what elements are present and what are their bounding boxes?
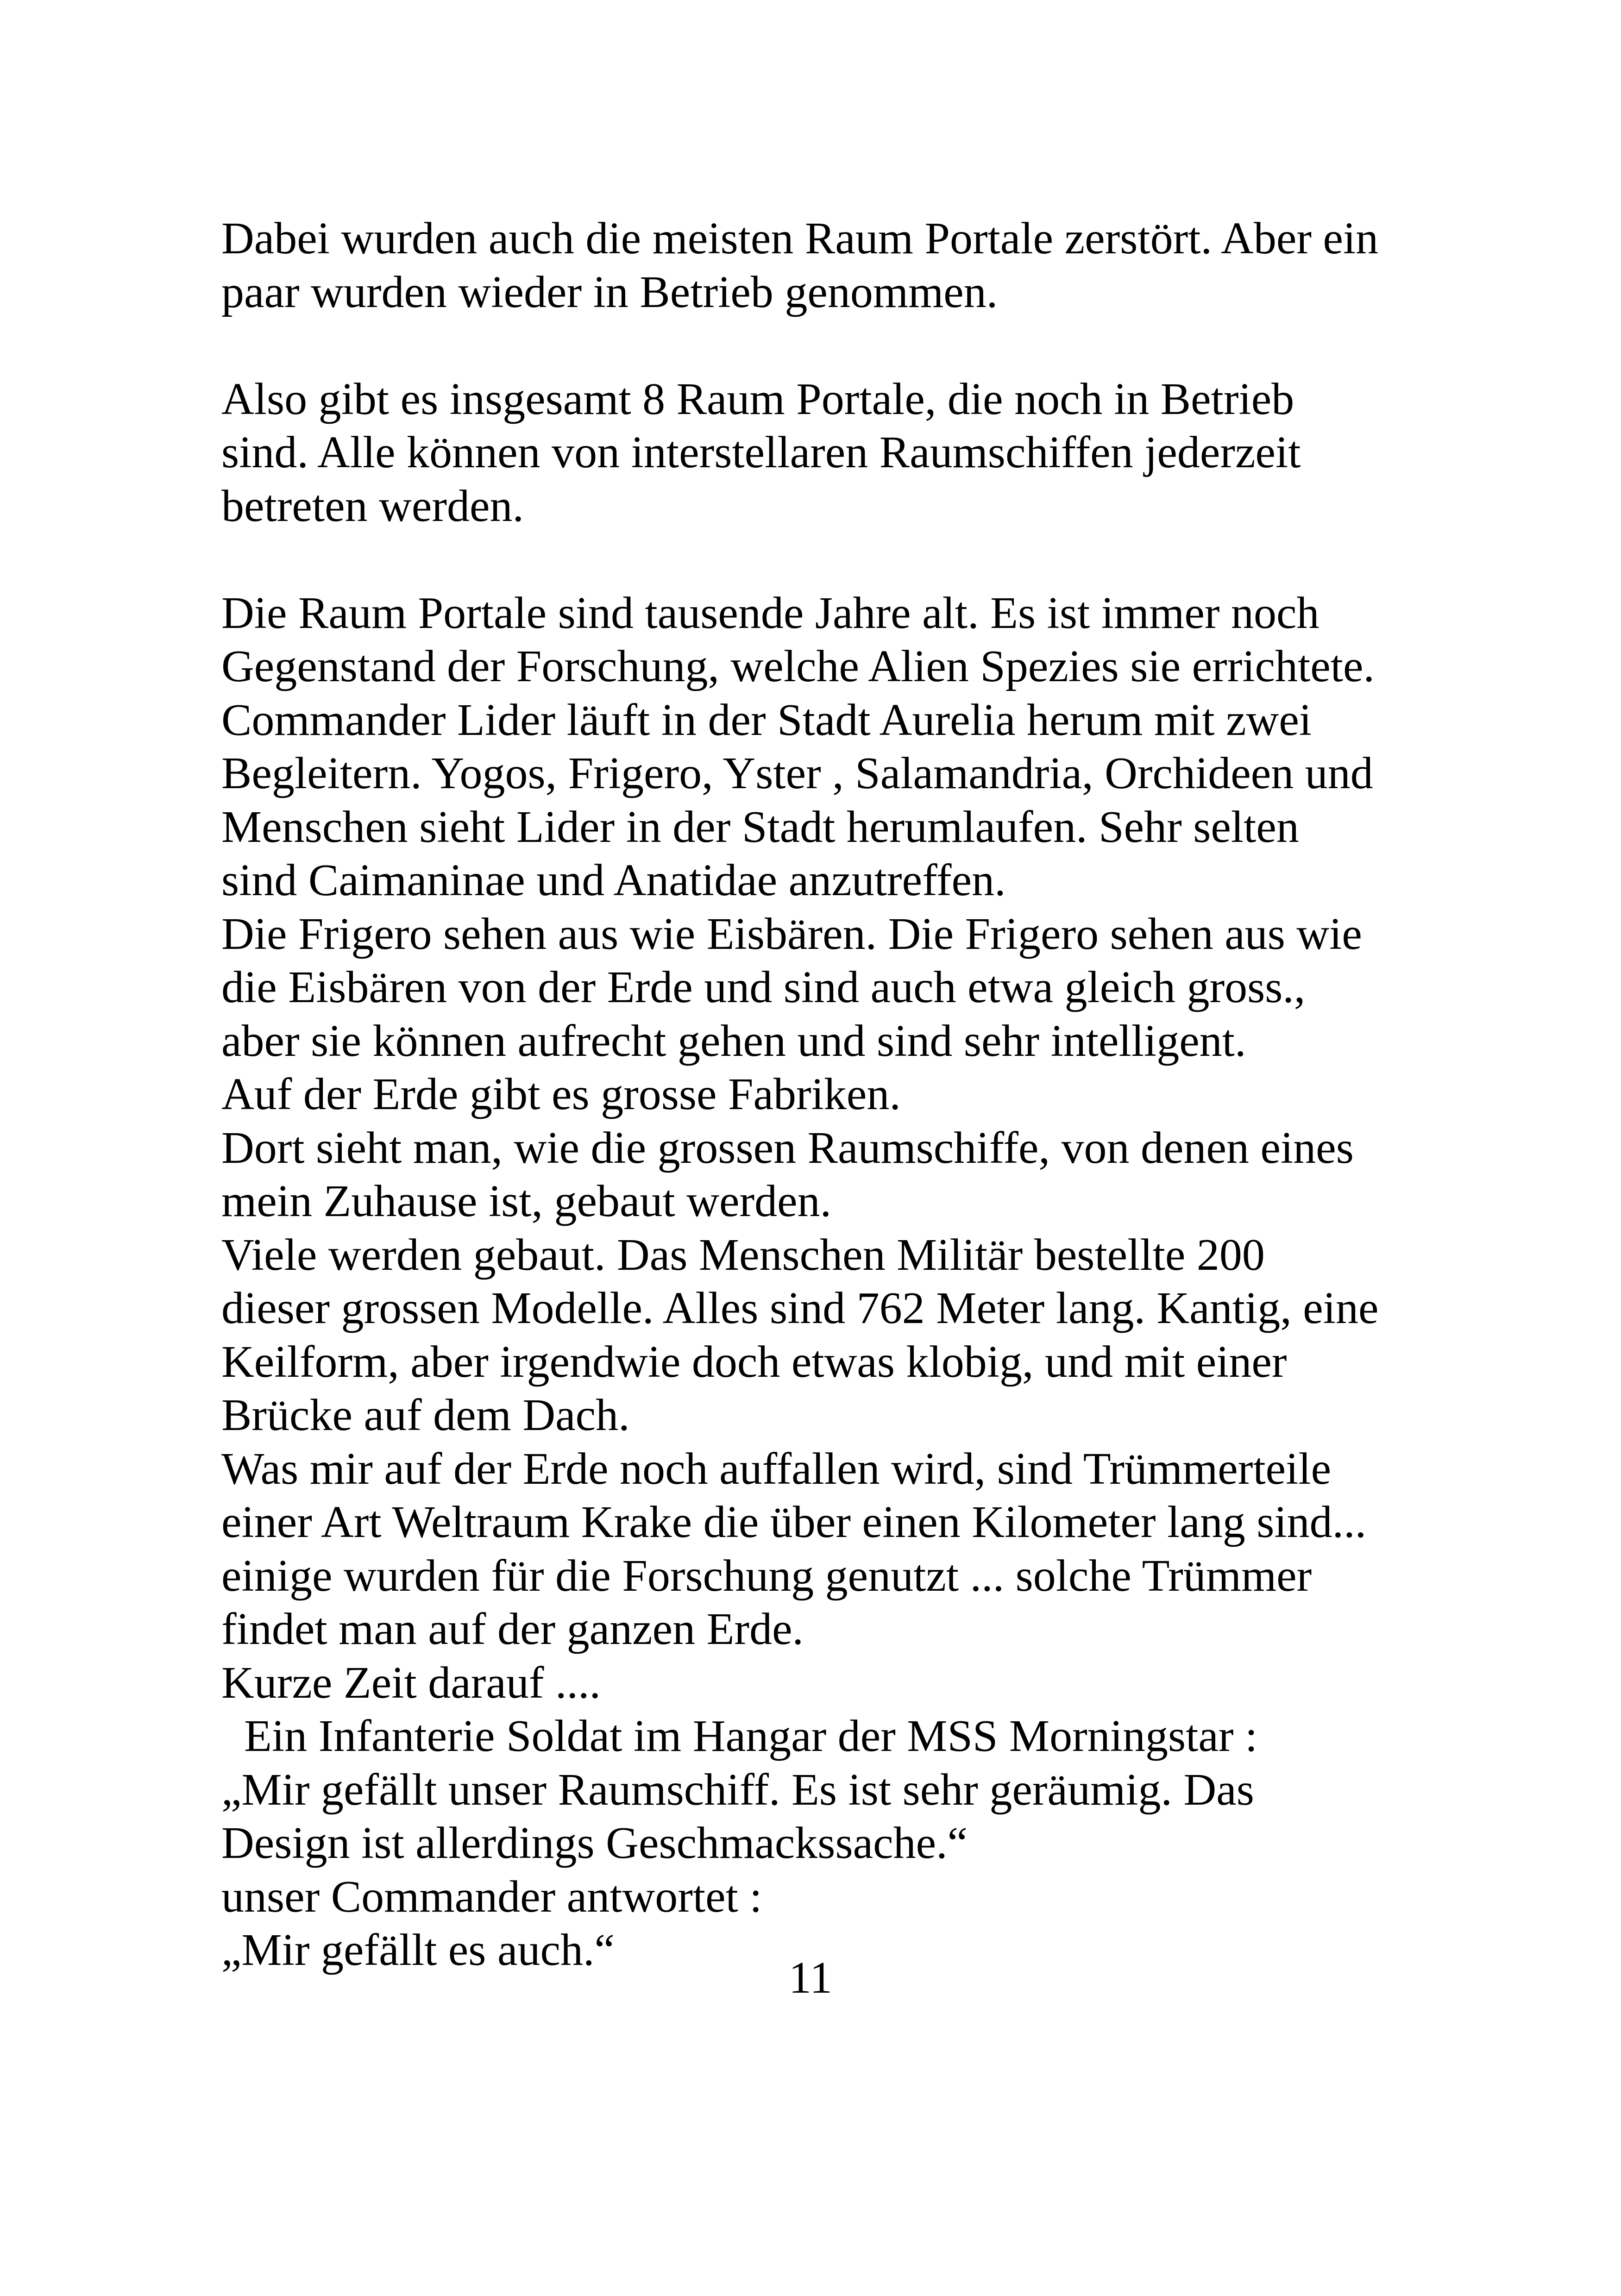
text-line: paar wurden wieder in Betrieb genommen. [221, 267, 998, 317]
paragraph [221, 373, 1518, 533]
text-line: Die Raum Portale sind tausende Jahre alt. Es ist immer noch [221, 588, 1319, 638]
text-line: dieser grossen Modelle. Alles sind 762 Meter lang. Kantig, eine [221, 1283, 1379, 1333]
text-line: sind. Alle können von interstellaren Raumschiffen jederzeit [221, 427, 1301, 477]
text-line: die Eisbären von der Erde und sind auch etwa gleich gross., [221, 962, 1306, 1012]
text-line: Dabei wurden auch die meisten Raum Portale zerstört. Aber ein [221, 213, 1379, 263]
text-line: Dort sieht man, wie die grossen Raumschiffe, von denen eines [221, 1123, 1354, 1173]
paragraph [221, 212, 1518, 319]
text-line: einer Art Weltraum Krake die über einen Kilometer lang sind... [221, 1497, 1367, 1547]
text-line: „Mir gefällt unser Raumschiff. Es ist sehr geräumig. Das [221, 1764, 1254, 1815]
text-line: findet man auf der ganzen Erde. [221, 1604, 804, 1654]
text-line: unser Commander antwortet : [221, 1871, 762, 1922]
text-line: Begleitern. Yogos, Frigero, Yster , Salamandria, Orchideen und [221, 748, 1373, 798]
text-line: Keilform, aber irgendwie doch etwas klobig, und mit einer [221, 1336, 1287, 1387]
text-line: aber sie können aufrecht gehen und sind sehr intelligent. [221, 1016, 1246, 1066]
text-line: Commander Lider läuft in der Stadt Aurelia herum mit zwei [221, 695, 1312, 745]
text-line: Also gibt es insgesamt 8 Raum Portale, die noch in Betrieb [221, 374, 1294, 424]
text-line: einige wurden für die Forschung genutzt ... solche Trümmer [221, 1550, 1312, 1601]
text-line: sind Caimaninae und Anatidae anzutreffen. [221, 855, 1006, 905]
text-line: Brücke auf dem Dach. [221, 1390, 630, 1440]
text-line: betreten werden. [221, 481, 524, 531]
text-line: Die Frigero sehen aus wie Eisbären. Die Frigero sehen aus wie [221, 909, 1362, 959]
page-number: 11 [788, 1953, 833, 2003]
text-line: mein Zuhause ist, gebaut werden. [221, 1176, 832, 1226]
paragraph-spacer [221, 533, 1518, 587]
text-line: „Mir gefällt es auch.“ [221, 1925, 615, 1975]
text-line: Menschen sieht Lider in der Stadt herumlaufen. Sehr selten [221, 802, 1299, 852]
text-line: Was mir auf der Erde noch auffallen wird, sind Trümmerteile [221, 1443, 1332, 1494]
text-line: Auf der Erde gibt es grosse Fabriken. [221, 1069, 901, 1119]
text-line: Ein Infanterie Soldat im Hangar der MSS Morningstar : [221, 1711, 1258, 1761]
text-line: Gegenstand der Forschung, welche Alien Spezies sie errichtete. [221, 641, 1375, 691]
text-line: Kurze Zeit darauf .... [221, 1657, 601, 1708]
paragraph-spacer [221, 319, 1518, 373]
text-line: Design ist allerdings Geschmackssache.“ [221, 1818, 968, 1868]
paragraph [221, 587, 1518, 1977]
body-text [221, 212, 1518, 1977]
text-line: Viele werden gebaut. Das Menschen Militär bestellte 200 [221, 1230, 1265, 1280]
